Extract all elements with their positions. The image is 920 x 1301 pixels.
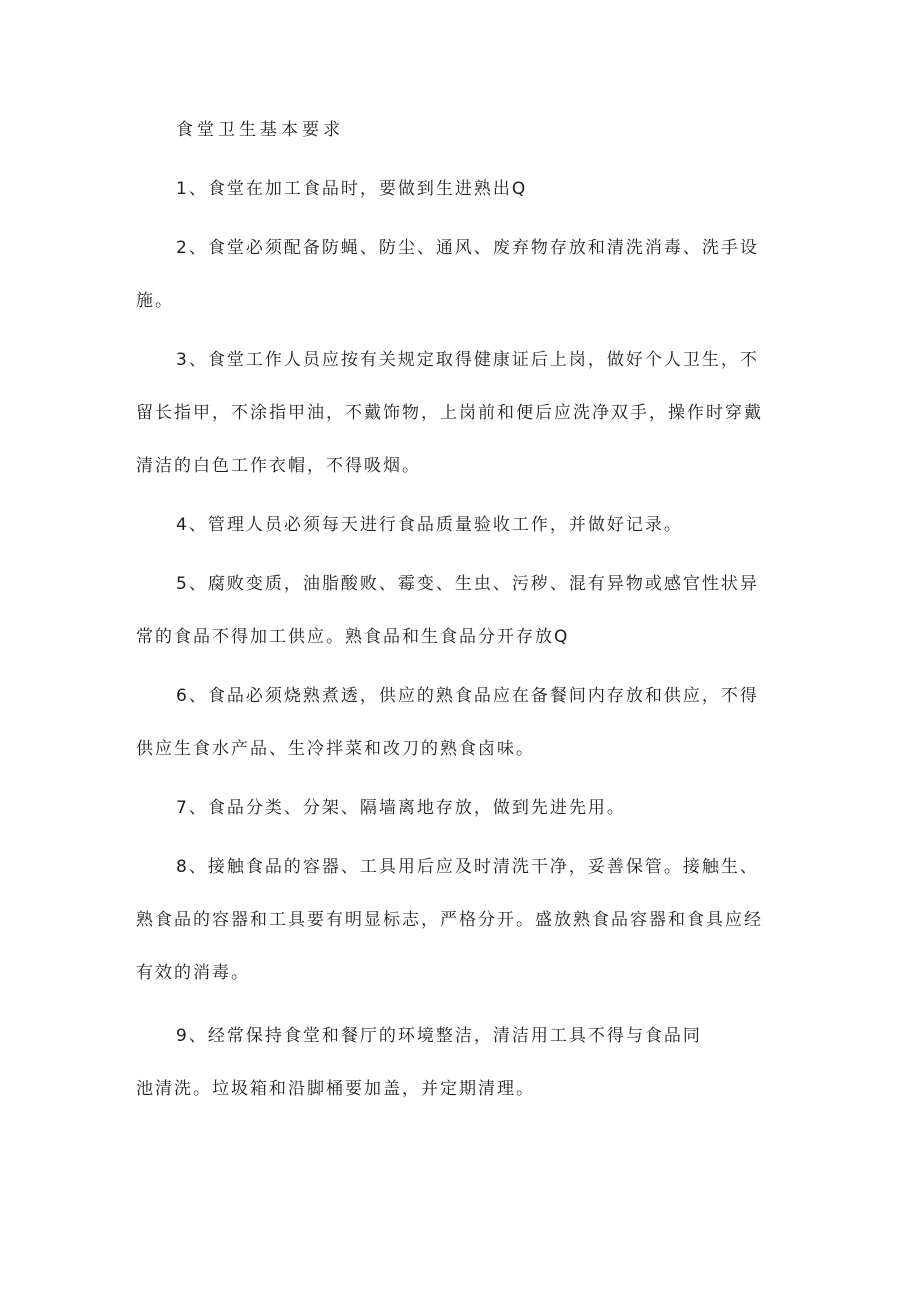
paragraph-line: 有效的消毒。 <box>136 963 250 983</box>
paragraph-line: 6、食品必须烧熟煮透，供应的熟食品应在备餐间内存放和供应，不得 <box>176 686 759 706</box>
paragraph-line: 池清洗。垃圾箱和沿脚桶要加盖，并定期清理。 <box>136 1079 535 1099</box>
rule-paragraph-4 <box>136 511 796 539</box>
paragraph-line: 1、食堂在加工食品时，要做到生进熟出Q <box>176 179 528 199</box>
rule-paragraph-9 <box>136 1022 796 1103</box>
rule-paragraph-6 <box>136 682 796 763</box>
paragraph-line: 供应生食水产品、生冷拌菜和改刀的熟食卤味。 <box>136 739 535 759</box>
paragraph-line: 2、食堂必须配备防蝇、防尘、通风、废弃物存放和清洗消毒、洗手设 <box>176 238 759 258</box>
rule-paragraph-8 <box>136 853 796 987</box>
rule-paragraph-5 <box>136 570 796 651</box>
rule-paragraph-2 <box>136 234 796 315</box>
paragraph-line: 熟食品的容器和工具要有明显标志，严格分开。盛放熟食品容器和食具应经 <box>136 910 763 930</box>
paragraph-line: 清洁的白色工作衣帽，不得吸烟。 <box>136 456 421 476</box>
document-body <box>136 116 796 1134</box>
rule-paragraph-3 <box>136 346 796 480</box>
paragraph-line: 留长指甲，不涂指甲油，不戴饰物，上岗前和便后应洗净双手，操作时穿戴 <box>136 403 763 423</box>
document-title: 食堂卫生基本要求 <box>176 120 344 140</box>
paragraph-line: 9、经常保持食堂和餐厅的环境整洁，清洁用工具不得与食品同 <box>176 1026 702 1046</box>
paragraph-line: 常的食品不得加工供应。熟食品和生食品分开存放Q <box>136 627 570 647</box>
paragraph-line: 8、接触食品的容器、工具用后应及时清洗干净，妥善保管。接触生、 <box>176 857 759 877</box>
paragraph-line: 3、食堂工作人员应按有关规定取得健康证后上岗，做好个人卫生，不 <box>176 350 759 370</box>
paragraph-line: 4、管理人员必须每天进行食品质量验收工作，并做好记录。 <box>176 515 683 535</box>
rule-paragraph-7 <box>136 794 796 822</box>
paragraph-line: 施。 <box>136 291 174 311</box>
rule-paragraph-1 <box>136 175 796 203</box>
paragraph-line: 5、腐败变质，油脂酸败、霉变、生虫、污秽、混有异物或感官性状异 <box>176 574 759 594</box>
paragraph-line: 7、食品分类、分架、隔墙离地存放，做到先进先用。 <box>176 798 626 818</box>
